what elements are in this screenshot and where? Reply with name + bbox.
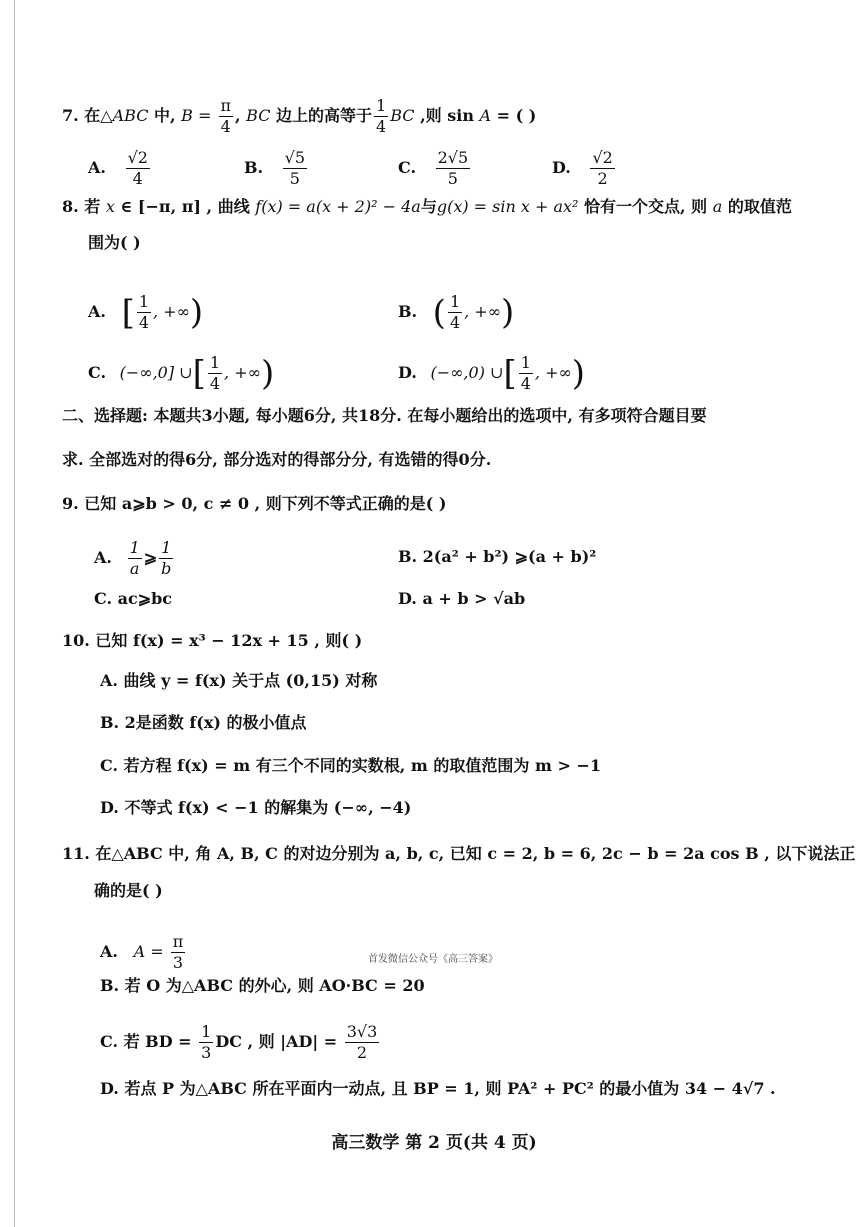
q8-option-b[interactable]: B. ( $\frac{1}{4}$ , +∞): [398, 292, 515, 333]
q11-option-a[interactable]: A. A = $\frac{\pi}{3}$: [100, 932, 184, 972]
q10-option-a[interactable]: A. 曲线 y = f(x) 关于点 (0,15) 对称: [100, 671, 378, 690]
q7-angle-b: B =: [181, 106, 217, 125]
question-7-stem: 7. 在△ABC 中, B = $\frac{\pi}{4}$ , BC 边上的高等于 $\frac{1}{4}$ BC ,则 sin A = ( ): [62, 96, 537, 136]
q9-option-c[interactable]: C. ac⩾bc: [94, 589, 173, 608]
section-2-heading: 二、选择题: 本题共3小题, 每小题6分, 共18分. 在每小题给出的选项中, 有多项符合题目要: [62, 406, 707, 425]
question-8-stem-cont: 围为( ): [88, 233, 141, 252]
question-10-stem: 10. 已知 f(x) = x³ − 12x + 15 , 则( ): [62, 631, 363, 650]
q7-text: 7. 在△: [62, 106, 113, 125]
q7-one-quarter: $\frac{1}{4}$: [376, 96, 387, 136]
watermark-text: 首发微信公众号《高三答案》: [368, 954, 498, 965]
section-2-heading-cont: 求. 全部选对的得6分, 部分选对的得部分分, 有选错的得0分.: [62, 450, 492, 469]
q7-triangle: ABC: [112, 106, 149, 125]
q8-function-f: f(x) = a(x + 2)² − 4a: [255, 197, 421, 216]
q7-option-a[interactable]: A. $\frac{√2}{4}$: [88, 148, 148, 188]
q11-option-d[interactable]: D. 若点 P 为△ABC 所在平面内一动点, 且 BP = 1, 则 PA² + PC² 的最小值为 34 − 4√7 .: [100, 1079, 776, 1098]
q9-option-d[interactable]: D. a + b > √ab: [398, 589, 526, 608]
q7-option-c[interactable]: C. $\frac{2√5}{5}$: [398, 148, 469, 188]
q10-option-c[interactable]: C. 若方程 f(x) = m 有三个不同的实数根, m 的取值范围为 m > −1: [100, 756, 602, 775]
q7-pi-over-4: $\frac{\pi}{4}$: [220, 96, 232, 136]
question-11-stem-cont: 确的是( ): [94, 881, 163, 900]
q9-option-b[interactable]: B. 2(a² + b²) ⩾(a + b)²: [398, 547, 597, 566]
q8-option-c[interactable]: C. (−∞,0] ∪[ $\frac{1}{4}$ , +∞): [88, 353, 275, 394]
q7-option-d[interactable]: D. $\frac{√2}{2}$: [552, 148, 613, 188]
q7-text: 中,: [148, 106, 182, 125]
q7-side-bc: BC: [246, 106, 271, 125]
q7-option-b[interactable]: B. $\frac{√5}{5}$: [244, 148, 306, 188]
page-edge-rule: [14, 0, 15, 1227]
q8-function-g: g(x) = sin x + ax²: [436, 197, 579, 216]
question-8-stem: 8. 若 x ∈ [−π, π] , 曲线 f(x) = a(x + 2)² − 4a与g(x) = sin x + ax² 恰有一个交点, 则 a 的取值范: [62, 197, 792, 216]
q9-option-a[interactable]: A. $\frac{1}{a}$ ⩾ $\frac{1}{b}$: [94, 538, 172, 578]
q8-option-a[interactable]: A. [ $\frac{1}{4}$ , +∞): [88, 292, 204, 333]
page-footer: 高三数学 第 2 页(共 4 页): [331, 1133, 537, 1153]
q11-option-c[interactable]: C. 若 BD = $\frac{1}{3}$ DC , 则 |AD| = $\frac{3√3}{2}$: [100, 1022, 378, 1062]
question-11-stem: 11. 在△ABC 中, 角 A, B, C 的对边分别为 a, b, c, 已知 c = 2, b = 6, 2c − b = 2a cos B , 以下说法正: [62, 844, 856, 863]
q10-option-d[interactable]: D. 不等式 f(x) < −1 的解集为 (−∞, −4): [100, 798, 412, 817]
question-9-stem: 9. 已知 a⩾b > 0, c ≠ 0 , 则下列不等式正确的是( ): [62, 494, 447, 513]
q11-option-b[interactable]: B. 若 O 为△ABC 的外心, 则 AO·BC = 20: [100, 976, 425, 995]
q10-option-b[interactable]: B. 2是函数 f(x) 的极小值点: [100, 713, 307, 732]
q8-option-d[interactable]: D. (−∞,0) ∪[ $\frac{1}{4}$ , +∞): [398, 353, 586, 394]
